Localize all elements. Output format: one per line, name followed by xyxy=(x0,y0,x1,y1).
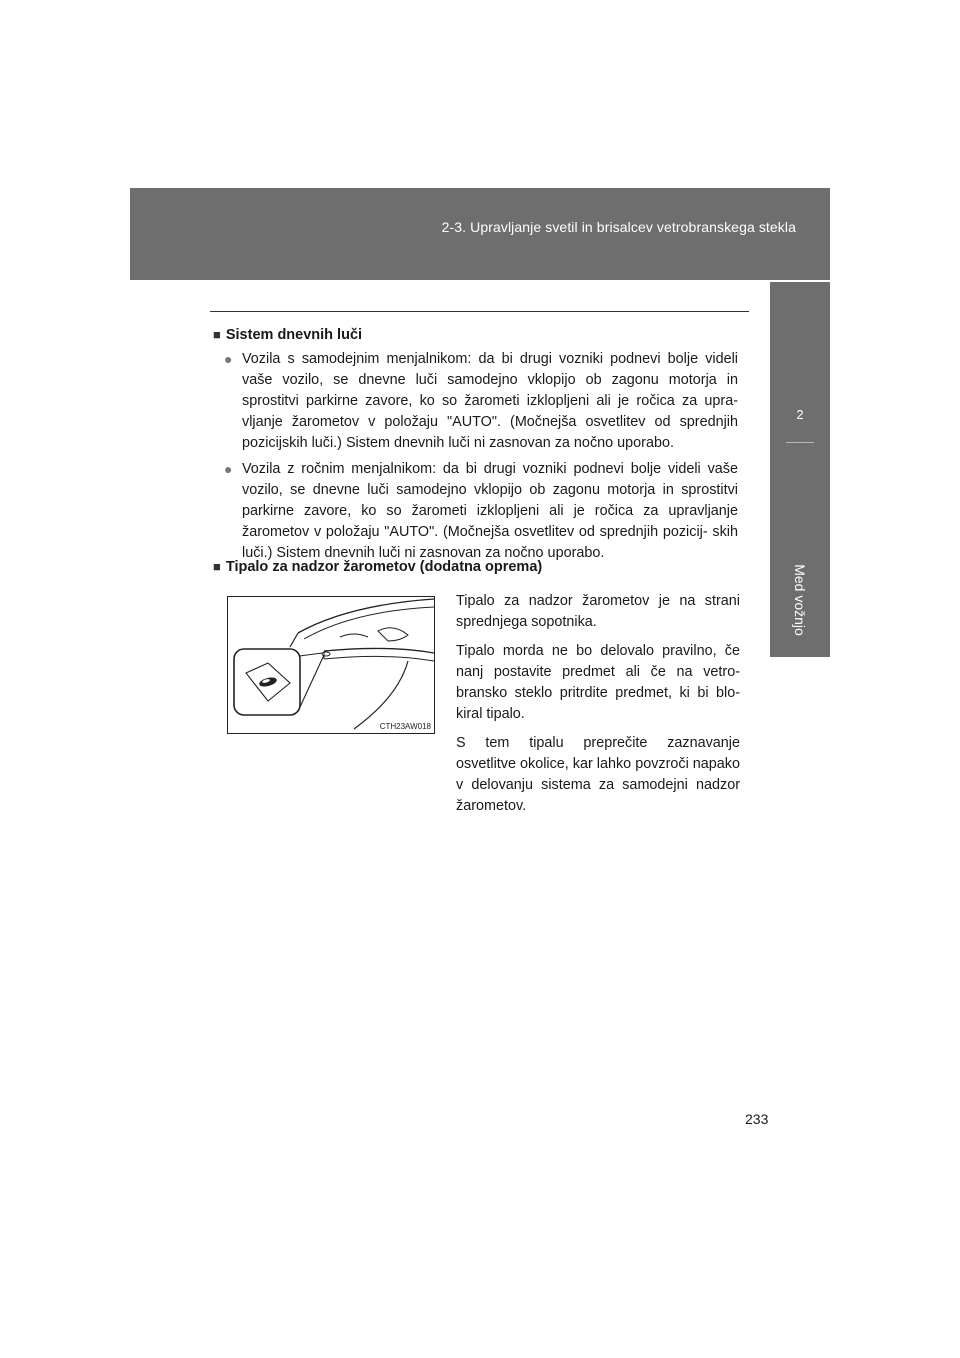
sensor-illustration xyxy=(227,596,435,734)
sensor-description xyxy=(456,591,740,825)
section-heading-text: Tipalo za nadzor žarometov (dodatna oprema) xyxy=(225,559,543,575)
paragraph: Tipalo morda ne bo delovalo pravilno, če nanj postavite predmet ali če na vetro- bransko steklo pritrdite predmet, ki bi blo- kiral tipalo. xyxy=(456,643,740,722)
header-band xyxy=(130,188,830,280)
bullet-dot-icon: ● xyxy=(224,351,233,367)
chapter-side-tab xyxy=(770,282,830,657)
section-title: 2-3. Upravljanje svetil in brisalcev vetrobranskega stekla xyxy=(441,219,796,235)
top-rule xyxy=(210,311,749,312)
bullet-item xyxy=(224,349,738,454)
chapter-label: Med vožnjo xyxy=(792,564,808,636)
bullet-item xyxy=(224,459,738,564)
chapter-divider xyxy=(786,442,814,443)
section-heading-daytime-lights xyxy=(213,327,362,343)
chapter-number: 2 xyxy=(796,407,804,422)
page-number: 233 xyxy=(745,1111,769,1127)
bullet-text: Vozila z ročnim menjalnikom: da bi drugi vozniki podnevi bolje videli vaše vozilo, se dnevne luči samodejno vklopijo ob zagonu motorja in sprostitvi parkirne zavore, ko so žarometi izklopljeni ali je ročica za upravljanje žarometov v položaju "AUTO". (Močnejša osvetlitev od sprednjih pozicij- skih luči.) Sistem dnevnih luči ni zasnovan za nočno uporabo. xyxy=(242,461,738,561)
black-square-icon: ■ xyxy=(213,327,221,342)
figure-code: CTH23AW018 xyxy=(379,722,431,731)
black-square-icon: ■ xyxy=(213,559,221,574)
paragraph: S tem tipalu preprečite zaznavanje osvetlitve okolice, kar lahko povzroči napako v delovanju sistema za samodejni nadzor žarometov. xyxy=(456,735,740,814)
bullet-dot-icon: ● xyxy=(224,461,233,477)
paragraph: Tipalo za nadzor žarometov je na strani sprednjega sopotnika. xyxy=(456,593,740,630)
section-heading-headlight-sensor xyxy=(213,559,542,575)
section-heading-text: Sistem dnevnih luči xyxy=(225,327,363,343)
bullet-text: Vozila s samodejnim menjalnikom: da bi drugi vozniki podnevi bolje videli vaše vozilo, se dnevne luči samodejno vklopijo ob zagonu motorja in sprostitvi parkirne zavore, ko so žarometi izklopljeni ali je ročica za upra- vljanje žarometov v položaju "AUTO". (Močnejša osvetlitev od sprednjih pozicijskih luči.) Sistem dnevnih luči ni zasnovan za nočno uporabo. xyxy=(242,351,738,451)
windshield-sensor-drawing xyxy=(228,597,434,733)
